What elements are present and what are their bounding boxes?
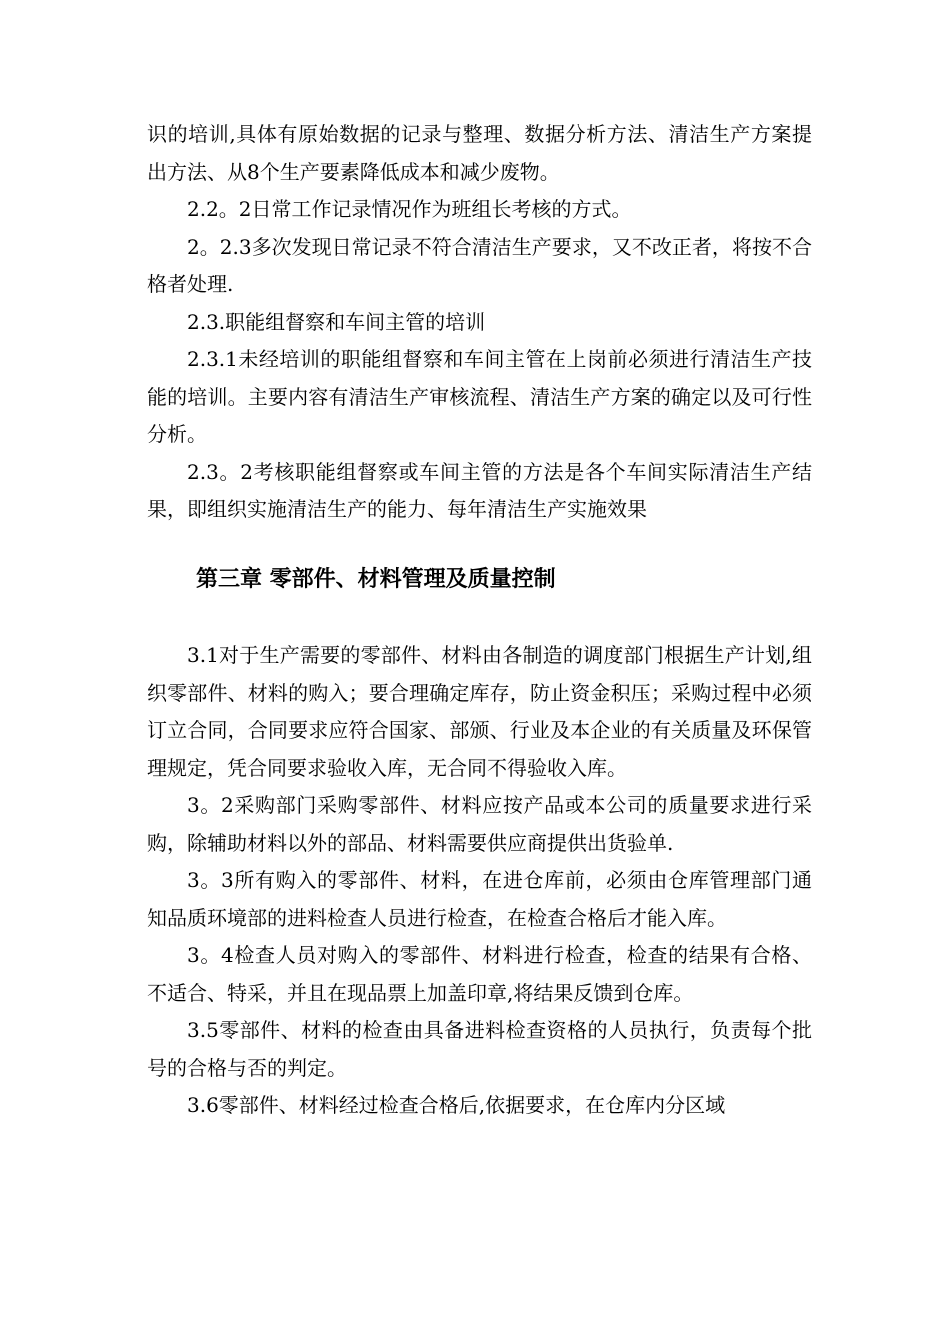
section-bottom [147, 637, 812, 1125]
paragraph: 2.3.1未经培训的职能组督察和车间主管在上岗前必须进行清洁生产技能的培训。主要内容有清洁生产审核流程、清洁生产方案的确定以及可行性分析。 [147, 347, 812, 446]
paragraph: 3.6零部件、材料经过检查合格后,依据要求，在仓库内分区域 [187, 1093, 726, 1117]
paragraph: 2.3.职能组督察和车间主管的培训 [187, 309, 486, 334]
paragraph: 3.1对于生产需要的零部件、材料由各制造的调度部门根据生产计划,组织零部件、材料的购入；要合理确定库存，防止资金积压；采购过程中必须订立合同，合同要求应符合国家、部颁、行业及本企业的有关质量及环保管理规定，凭合同要求验收入库，无合同不得验收入库。 [147, 643, 812, 780]
paragraph: 3。4检查人员对购入的零部件、材料进行检查，检查的结果有合格、不适合、特采，并且在现品票上加盖印章,将结果反馈到仓库。 [147, 943, 812, 1005]
paragraph: 2.3。2考核职能组督察或车间主管的方法是各个车间实际清洁生产结果，即组织实施清洁生产的能力、每年清洁生产实施效果 [147, 459, 812, 521]
paragraph: 2。2.3多次发现日常记录不符合清洁生产要求，又不改正者，将按不合格者处理. [147, 234, 812, 296]
paragraph: 识的培训,具体有原始数据的记录与整理、数据分析方法、清洁生产方案提出方法、从8个生产要素降低成本和减少废物。 [147, 122, 812, 184]
paragraph: 2.2。2日常工作记录情况作为班组长考核的方式。 [187, 197, 632, 221]
paragraph: 3。2采购部门采购零部件、材料应按产品或本公司的质量要求进行采购，除辅助材料以外的部品、材料需要供应商提供出货验单. [147, 793, 812, 855]
paragraph: 3。3所有购入的零部件、材料，在进仓库前，必须由仓库管理部门通知品质环境部的进料检查人员进行检查，在检查合格后才能入库。 [147, 868, 812, 930]
paragraph: 3.5零部件、材料的检查由具备进料检查资格的人员执行，负责每个批号的合格与否的判定。 [147, 1018, 812, 1080]
chapter-heading: 第三章 零部件、材料管理及质量控制 [196, 567, 556, 592]
section-top [147, 116, 812, 529]
